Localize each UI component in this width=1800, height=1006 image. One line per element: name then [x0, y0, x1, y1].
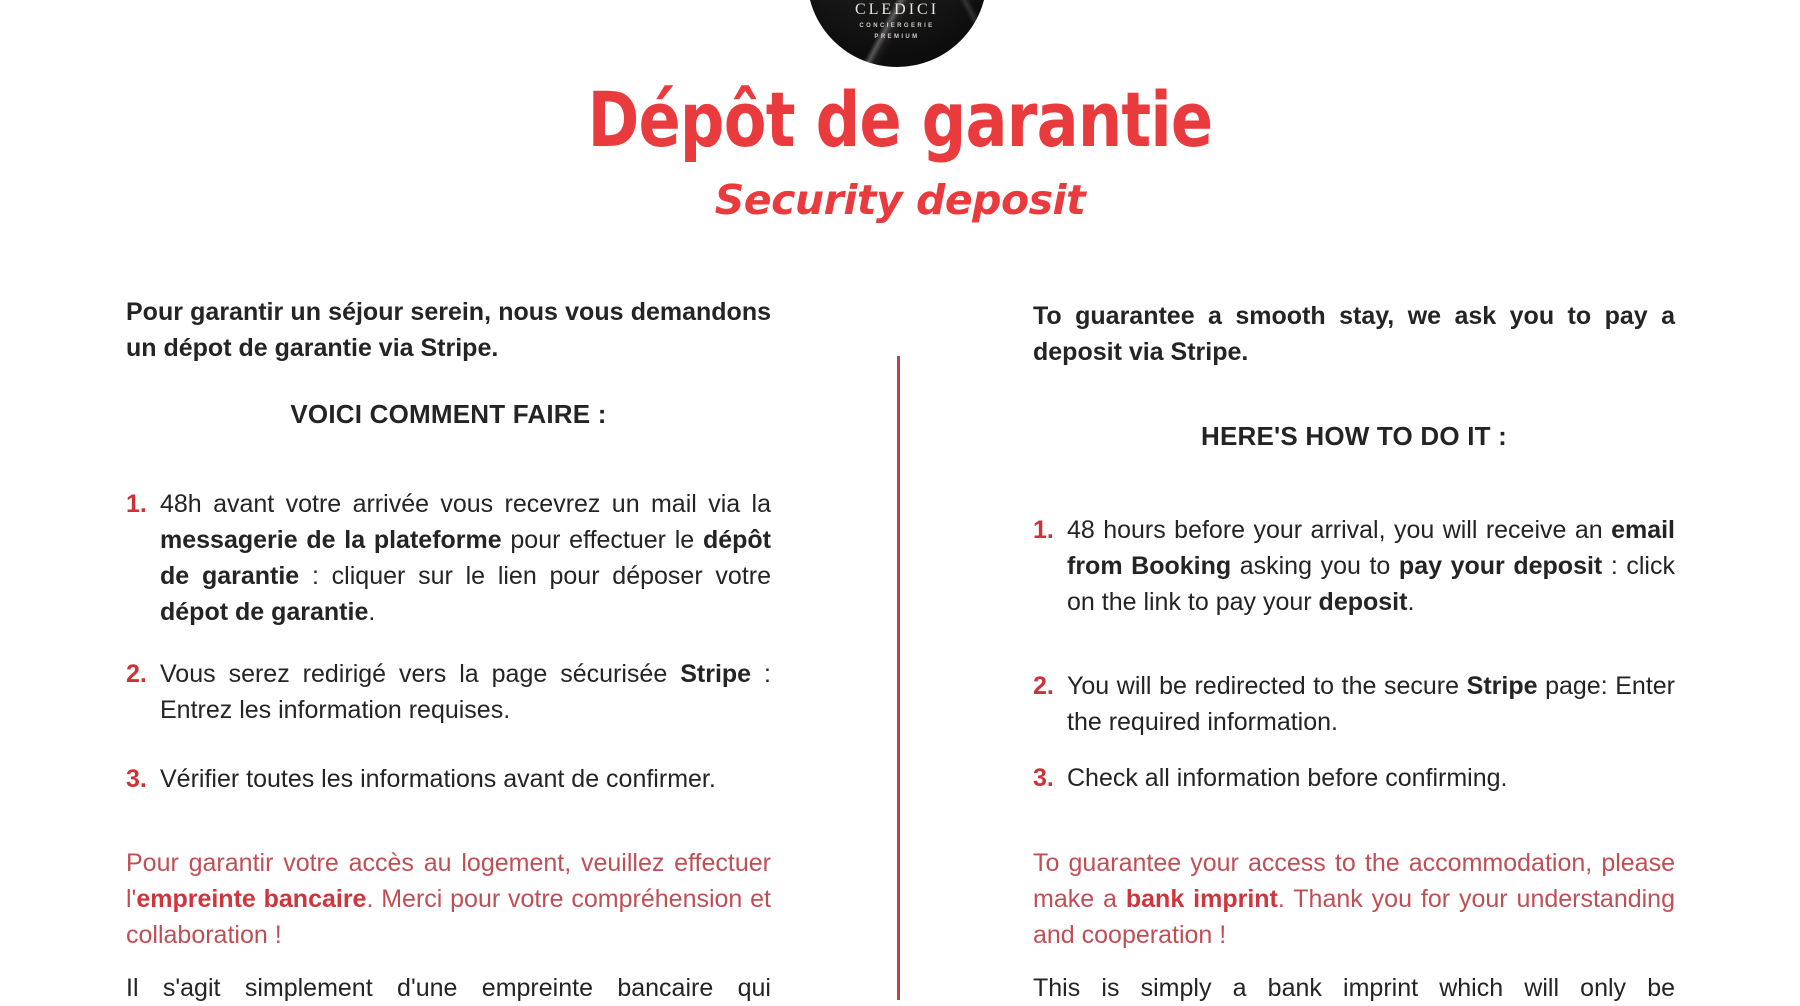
step-number: 1. [126, 490, 147, 518]
step-2-en [1033, 668, 1675, 740]
intro-paragraph-fr: Pour garantir un séjour serein, nous vous demandons un dépot de garantie via Stripe. [126, 298, 771, 362]
page-subtitle: Security deposit [714, 176, 1086, 224]
step-number: 3. [1033, 764, 1054, 792]
how-to-heading-en: HERE'S HOW TO DO IT : [1200, 421, 1508, 451]
notice-paragraph-fr: Pour garantir votre accès au logement, veuillez effectuer l'empreinte bancaire. Merci pour votre compréhension et collaboration ! [126, 849, 772, 949]
step-number: 2. [1033, 672, 1054, 700]
step-3-fr [126, 761, 771, 797]
step-text: 48h avant votre arrivée vous recevrez un mail via la messagerie de la plateforme pour effectuer le dépôt de garantie : cliquer sur le lien pour déposer votre dépot de garantie. [160, 490, 771, 626]
step-number: 1. [1033, 516, 1054, 544]
step-3-en [1033, 760, 1675, 796]
step-text: Check all information before confirming. [1067, 764, 1508, 792]
footer-paragraph-en: This is simply a bank imprint which will only be [1033, 974, 1675, 1002]
step-text: Vérifier toutes les informations avant de confirmer. [160, 765, 716, 793]
step-number: 3. [126, 765, 147, 793]
step-text: 48 hours before your arrival, you will receive an email from Booking asking you to pay your deposit : click on the link to pay your deposit. [1067, 516, 1675, 616]
brand-logo [807, 0, 987, 67]
step-1-fr [126, 486, 771, 630]
english-column [1033, 0, 1675, 1000]
page-title-text: Dépôt de garantie [587, 75, 1213, 164]
step-2-fr [126, 656, 771, 728]
step-1-en [1033, 512, 1675, 620]
logo-brand-text: CLEDICI [854, 1, 940, 18]
notice-paragraph-en: To guarantee your access to the accommodation, please make a bank imprint. Thank you for your understanding and cooperation ! [1033, 849, 1675, 949]
logo-subtitle-line2: PREMIUM [874, 34, 920, 40]
footer-paragraph-fr: Il s'agit simplement d'une empreinte bancaire qui [126, 974, 771, 1002]
step-text: You will be redirected to the secure Stripe page: Enter the required information. [1067, 672, 1675, 736]
logo-subtitle-line1: CONCIERGERIE [859, 23, 935, 29]
column-divider [897, 356, 900, 1000]
step-number: 2. [126, 660, 147, 688]
intro-paragraph-en: To guarantee a smooth stay, we ask you to pay a deposit via Stripe. [1033, 302, 1675, 366]
french-column [126, 0, 771, 1000]
how-to-heading-fr: VOICI COMMENT FAIRE : [290, 399, 607, 429]
step-text: Vous serez redirigé vers la page sécurisée Stripe : Entrez les information requises. [160, 660, 771, 724]
